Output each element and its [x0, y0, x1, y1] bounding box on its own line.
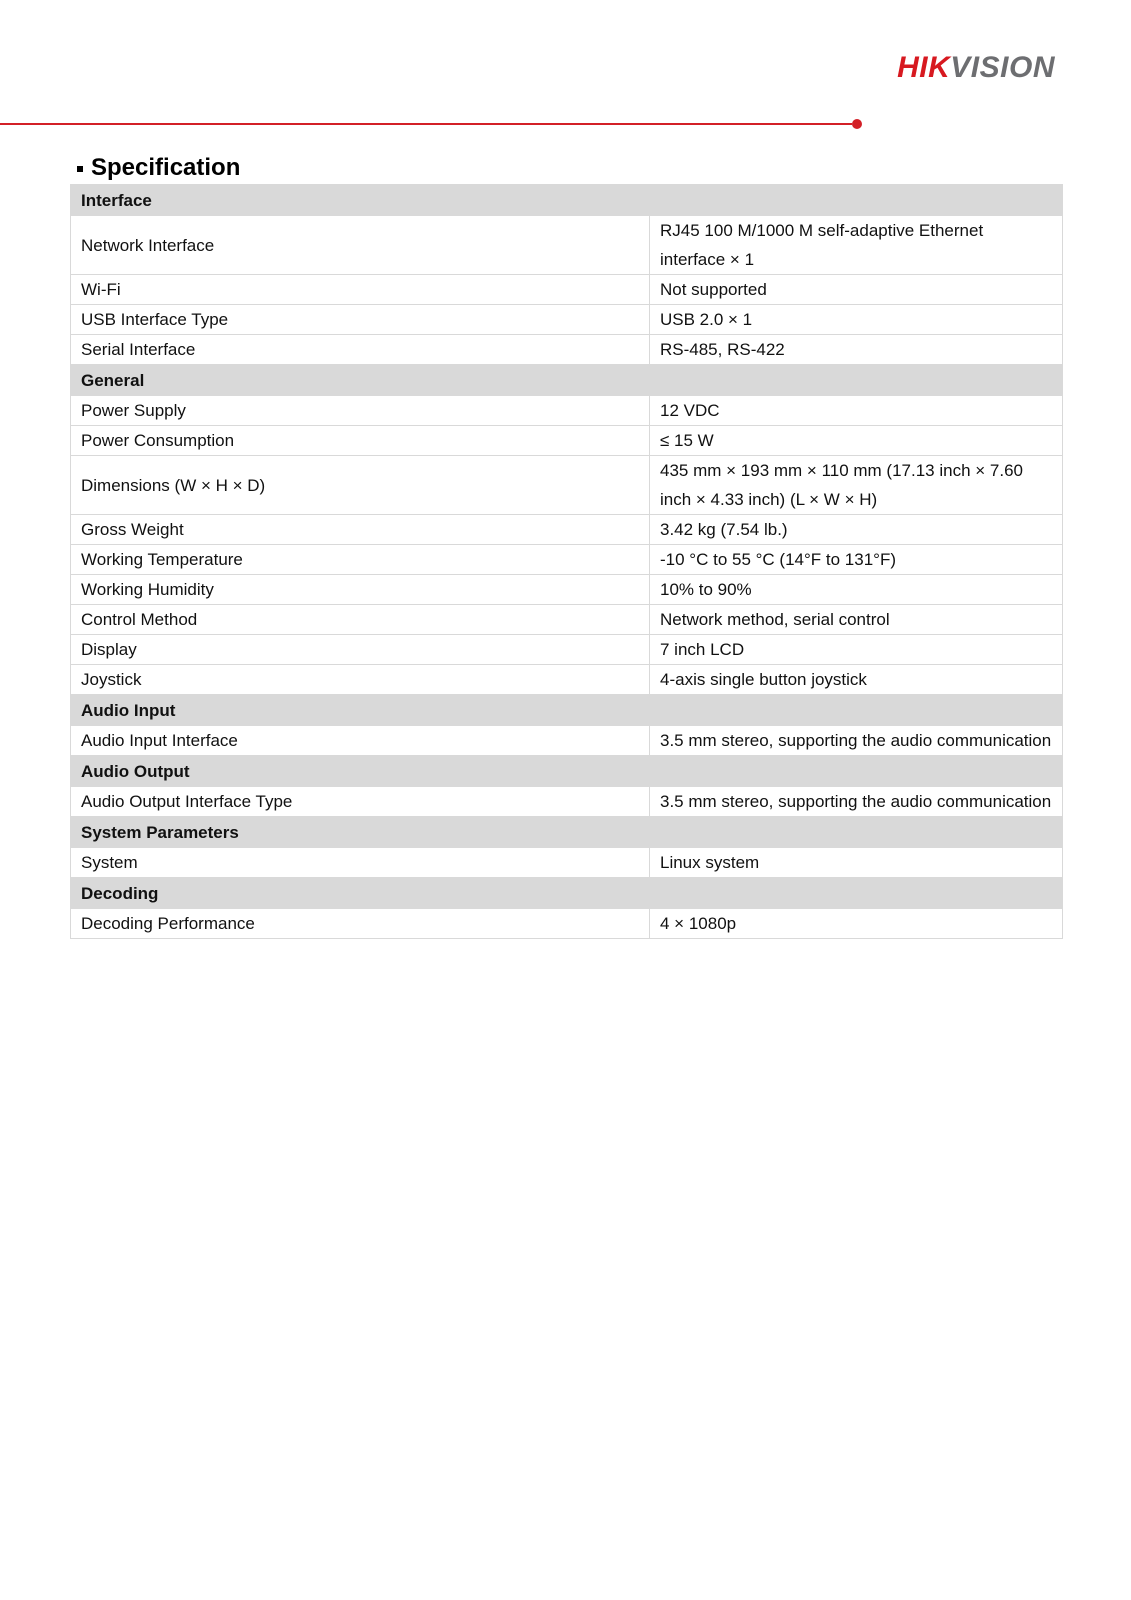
spec-label: Gross Weight [71, 515, 650, 545]
category-title: System Parameters [71, 817, 1063, 848]
category-row-system-parameters [71, 817, 1063, 848]
table-row [71, 605, 1063, 635]
spec-value: ≤ 15 W [650, 426, 1063, 456]
spec-value: 4 × 1080p [650, 909, 1063, 939]
spec-value: 435 mm × 193 mm × 110 mm (17.13 inch × 7.60 inch × 4.33 inch) (L × W × H) [650, 456, 1063, 515]
spec-value: 7 inch LCD [650, 635, 1063, 665]
header-divider [0, 123, 852, 125]
spec-value: Network method, serial control [650, 605, 1063, 635]
table-row [71, 335, 1063, 365]
category-title: Interface [71, 185, 1063, 216]
spec-value: 10% to 90% [650, 575, 1063, 605]
spec-value: Linux system [650, 848, 1063, 878]
spec-label: System [71, 848, 650, 878]
table-row [71, 665, 1063, 695]
category-row-general [71, 365, 1063, 396]
logo-text-hik: HIK [897, 51, 951, 84]
table-row [71, 909, 1063, 939]
table-row [71, 396, 1063, 426]
hikvision-logo [897, 50, 1055, 86]
category-row-audio-input [71, 695, 1063, 726]
category-title: Decoding [71, 878, 1063, 909]
spec-value: 12 VDC [650, 396, 1063, 426]
category-title: Audio Input [71, 695, 1063, 726]
spec-value: 3.42 kg (7.54 lb.) [650, 515, 1063, 545]
category-row-decoding [71, 878, 1063, 909]
section-heading [77, 152, 240, 184]
table-row [71, 275, 1063, 305]
spec-label: Working Temperature [71, 545, 650, 575]
spec-label: Power Supply [71, 396, 650, 426]
table-row [71, 545, 1063, 575]
spec-label: Power Consumption [71, 426, 650, 456]
spec-label: Audio Output Interface Type [71, 787, 650, 817]
table-row [71, 787, 1063, 817]
spec-label: Wi-Fi [71, 275, 650, 305]
spec-value: RJ45 100 M/1000 M self-adaptive Ethernet interface × 1 [650, 216, 1063, 275]
section-title-text: Specification [91, 154, 241, 181]
specification-table [70, 184, 1063, 939]
table-row [71, 305, 1063, 335]
table-row [71, 456, 1063, 515]
spec-label: Control Method [71, 605, 650, 635]
table-row [71, 426, 1063, 456]
spec-value: 4-axis single button joystick [650, 665, 1063, 695]
table-row [71, 515, 1063, 545]
table-row [71, 726, 1063, 756]
spec-value: Not supported [650, 275, 1063, 305]
table-row [71, 216, 1063, 275]
category-row-audio-output [71, 756, 1063, 787]
spec-label: Network Interface [71, 216, 650, 275]
spec-label: Joystick [71, 665, 650, 695]
spec-label: Display [71, 635, 650, 665]
spec-label: Dimensions (W × H × D) [71, 456, 650, 515]
spec-value: USB 2.0 × 1 [650, 305, 1063, 335]
spec-value: RS-485, RS-422 [650, 335, 1063, 365]
spec-label: Audio Input Interface [71, 726, 650, 756]
table-row [71, 848, 1063, 878]
spec-value: 3.5 mm stereo, supporting the audio communication [650, 787, 1063, 817]
logo-text-vision: VISION [950, 51, 1055, 84]
category-title: Audio Output [71, 756, 1063, 787]
spec-value: 3.5 mm stereo, supporting the audio communication [650, 726, 1063, 756]
table-row [71, 575, 1063, 605]
square-bullet-icon [77, 166, 83, 172]
table-row [71, 635, 1063, 665]
category-row-interface [71, 185, 1063, 216]
spec-value: -10 °C to 55 °C (14°F to 131°F) [650, 545, 1063, 575]
spec-label: Decoding Performance [71, 909, 650, 939]
spec-label: USB Interface Type [71, 305, 650, 335]
spec-label: Serial Interface [71, 335, 650, 365]
header-divider-dot [852, 119, 862, 129]
spec-label: Working Humidity [71, 575, 650, 605]
category-title: General [71, 365, 1063, 396]
